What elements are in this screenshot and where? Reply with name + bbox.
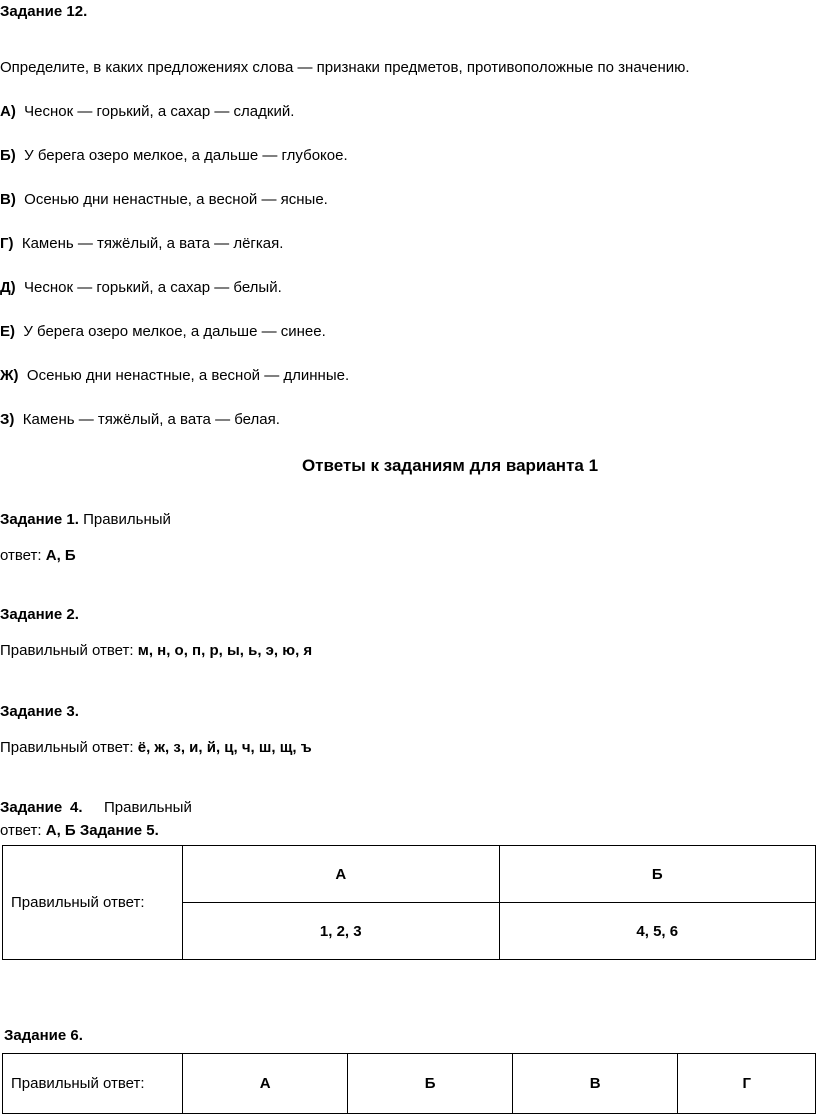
option-text: Чеснок — горький, а сахар — белый. [24,279,282,296]
answer-3 [0,738,312,758]
option-text: Осенью дни ненастные, а весной — ясные. [24,191,328,208]
answer-4 [0,798,192,818]
option-letter: А) [0,103,16,120]
answer-text: ответ: [0,547,42,564]
answer-4-value [0,821,159,841]
option-letter: Е) [0,323,15,340]
table-header-g: Г [678,1054,816,1114]
option-text: Камень — тяжёлый, а вата — лёгкая. [21,235,284,252]
table-row-label: Правильный ответ: [3,1054,183,1114]
option-letter: З) [0,411,15,428]
option-z [0,410,280,430]
option-text: У берега озеро мелкое, а дальше — глубокое. [24,147,348,164]
table-header-b: Б [499,846,816,903]
option-text: У берега озеро мелкое, а дальше — синее. [23,323,326,340]
answer-value: ё, ж, з, и, й, ц, ч, ш, щ, ъ [137,739,312,756]
answer-6-label: Задание 6. [4,1027,83,1044]
table-cell: 1, 2, 3 [183,903,500,960]
task12-title: Задание 12. [0,3,88,20]
answer-value: м, н, о, п, р, ы, ь, э, ю, я [137,642,313,659]
answer-value: А, Б [45,547,76,564]
answer-1 [0,510,171,530]
option-v [0,190,328,210]
option-zh [0,366,349,386]
answer-6-table [2,1053,816,1114]
answer-text: Правильный ответ: [0,739,134,756]
answer-5-table [2,845,816,960]
option-letter: Б) [0,147,16,164]
table-header-b: Б [348,1054,513,1114]
answer-2 [0,641,312,661]
table-header-v: В [513,1054,678,1114]
option-g [0,234,283,254]
answers-heading: Ответы к заданиям для варианта 1 [301,456,599,475]
answer-label-num: 4. [70,799,83,816]
answer-text: ответ: [0,822,42,839]
option-letter: Г) [0,235,14,252]
option-text: Камень — тяжёлый, а вата — белая. [22,411,280,428]
option-a [0,102,294,122]
option-letter: Д) [0,279,16,296]
option-e [0,322,326,342]
option-text: Чеснок — горький, а сахар — сладкий. [24,103,295,120]
answer-label: Задание [0,799,63,816]
option-letter: В) [0,191,16,208]
option-d [0,278,282,298]
answer-text: Правильный [83,511,171,528]
table-cell: 4, 5, 6 [499,903,816,960]
answer-1-value [0,546,76,566]
answer-2-label: Задание 2. [0,606,79,623]
table-header-a: А [183,846,500,903]
answer-text: Правильный ответ: [0,642,134,659]
answer-value: А, Б [45,822,76,839]
answer-label: Задание 1. [0,511,79,528]
option-letter: Ж) [0,367,19,384]
table-row-label: Правильный ответ: [3,846,183,960]
task12-prompt: Определите, в каких предложениях слова — признаки предметов, противоположные по значению. [0,59,690,76]
option-text: Осенью дни ненастные, а весной — длинные. [26,367,350,384]
answer-5-label: Задание 5. [79,822,159,839]
answer-text: Правильный [104,799,192,816]
table-header-a: А [183,1054,348,1114]
answer-3-label: Задание 3. [0,703,79,720]
option-b [0,146,348,166]
